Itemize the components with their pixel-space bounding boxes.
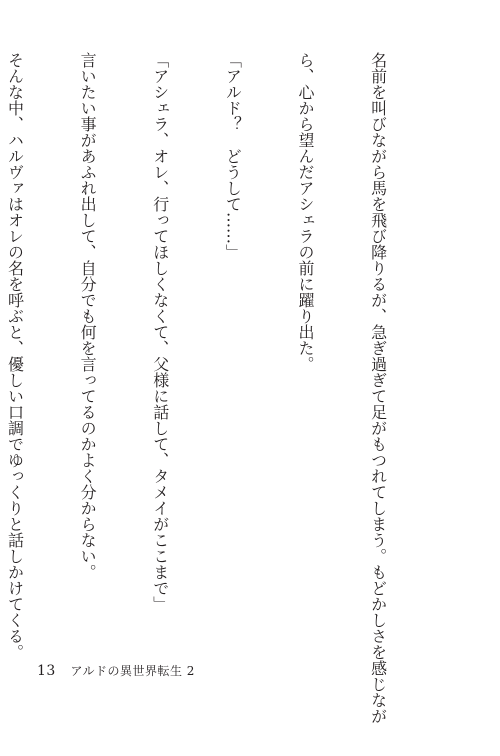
text-line: 「アルド？ どうして……」 — [223, 52, 243, 260]
page-number: 13 — [37, 663, 56, 679]
text-line: 名前を叫びながら馬を飛び降りるが、急ぎ過ぎて足がもつれてしまう。もどかしさを感じなが — [368, 52, 388, 724]
page-footer — [37, 662, 195, 679]
text-line: 言いたい事があふれ出して、自分でも何を言ってるのかよく分からない。 — [78, 52, 98, 580]
book-title: アルドの異世界転生 2 — [70, 664, 195, 678]
text-line: 「アシェラ、オレ、行ってほしくなくて、父様に話して、タメイがここまで」 — [150, 52, 170, 612]
text-line: ら、心から望んだアシェラの前に躍り出た。 — [295, 52, 315, 372]
text-line: そんな中、ハルヴァはオレの名を呼ぶと、優しい口調でゆっくりと話しかけてくる。 — [5, 52, 25, 660]
